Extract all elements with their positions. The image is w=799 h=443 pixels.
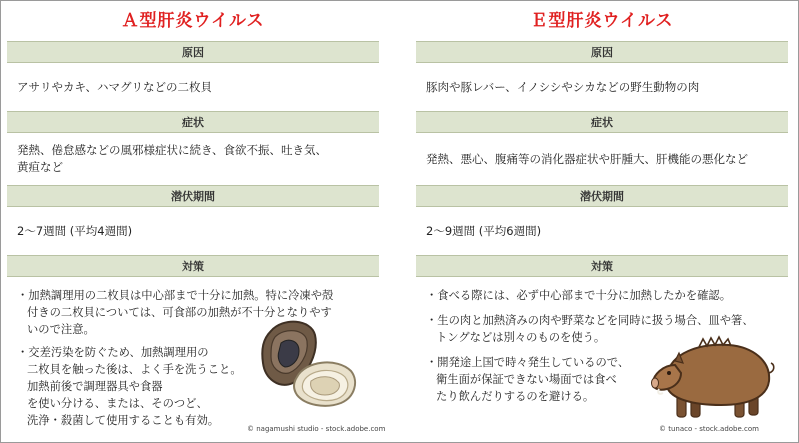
photo-credit: © nagamushi studio - stock.adobe.com — [247, 425, 386, 433]
symptoms-header: 症状 — [416, 111, 788, 133]
photo-credit: © tunaco - stock.adobe.com — [659, 425, 759, 433]
cause-text — [7, 63, 379, 111]
measure-line: ・生の肉と加熱済みの肉や野菜などを同時に扱う場合、皿や箸、 — [426, 314, 754, 327]
oyster-icon — [253, 313, 363, 413]
measure-line: 付きの二枚貝については、可食部の加熱が不十分となりやす — [27, 306, 332, 319]
incubation-header: 潜伏期間 — [7, 185, 379, 207]
hepatitis-e-title: Ｅ型肝炎ウイルス — [530, 11, 674, 31]
measure-line: 洗浄・殺菌して使用することも有効。 — [27, 414, 220, 427]
wild-boar-icon — [649, 335, 777, 423]
symptoms-line: 発熱、倦怠感などの風邪様症状に続き、食欲不振、吐き気、 — [17, 143, 328, 157]
cause-value: 豚肉や豚レバー、イノシシやシカなどの野生動物の肉 — [426, 79, 700, 94]
measure-line: ・交差汚染を防ぐため、加熱調理用の — [17, 346, 209, 359]
incubation-value: 2～7週間 (平均4週間) — [17, 223, 133, 238]
measure-line: ・食べる際には、必ず中心部まで十分に加熱したかを確認。 — [426, 289, 732, 302]
cause-header: 原因 — [7, 41, 379, 63]
cause-value: アサリやカキ、ハマグリなどの二枚貝 — [17, 79, 213, 94]
symptoms-line: 黄疸など — [17, 160, 63, 174]
measure-item — [426, 287, 778, 304]
measure-line: 衛生面が保証できない場面では食べ — [436, 373, 617, 386]
measure-line: を使い分ける、または、そのつど、 — [27, 397, 208, 410]
symptoms-header: 症状 — [7, 111, 379, 133]
symptoms-value: 発熱、悪心、腹痛等の消化器症状や肝腫大、肝機能の悪化など — [426, 151, 748, 166]
symptoms-text — [416, 133, 788, 185]
measure-line: いので注意。 — [27, 323, 95, 336]
cause-text — [416, 63, 788, 111]
measure-line: ・加熱調理用の二枚貝は中心部まで十分に加熱。特に冷凍や殻 — [17, 289, 334, 302]
measures-header: 対策 — [416, 255, 788, 277]
incubation-header: 潜伏期間 — [416, 185, 788, 207]
incubation-text — [416, 207, 788, 255]
incubation-text — [7, 207, 379, 255]
symptoms-text — [7, 133, 379, 185]
measure-line: トングなどは別々のものを使う。 — [436, 331, 606, 344]
cause-header: 原因 — [416, 41, 788, 63]
measure-line: ・開発途上国で時々発生しているので、 — [426, 356, 630, 369]
incubation-value: 2～9週間 (平均6週間) — [426, 223, 542, 238]
hepatitis-a-title: Ａ型肝炎ウイルス — [121, 11, 265, 31]
measure-line: 二枚貝を触った後は、よく手を洗うこと。 — [27, 363, 242, 376]
measure-line: 加熱前後で調理器具や食器 — [27, 380, 163, 393]
measure-line: たり飲んだりするのを避ける。 — [436, 390, 595, 403]
measures-header: 対策 — [7, 255, 379, 277]
